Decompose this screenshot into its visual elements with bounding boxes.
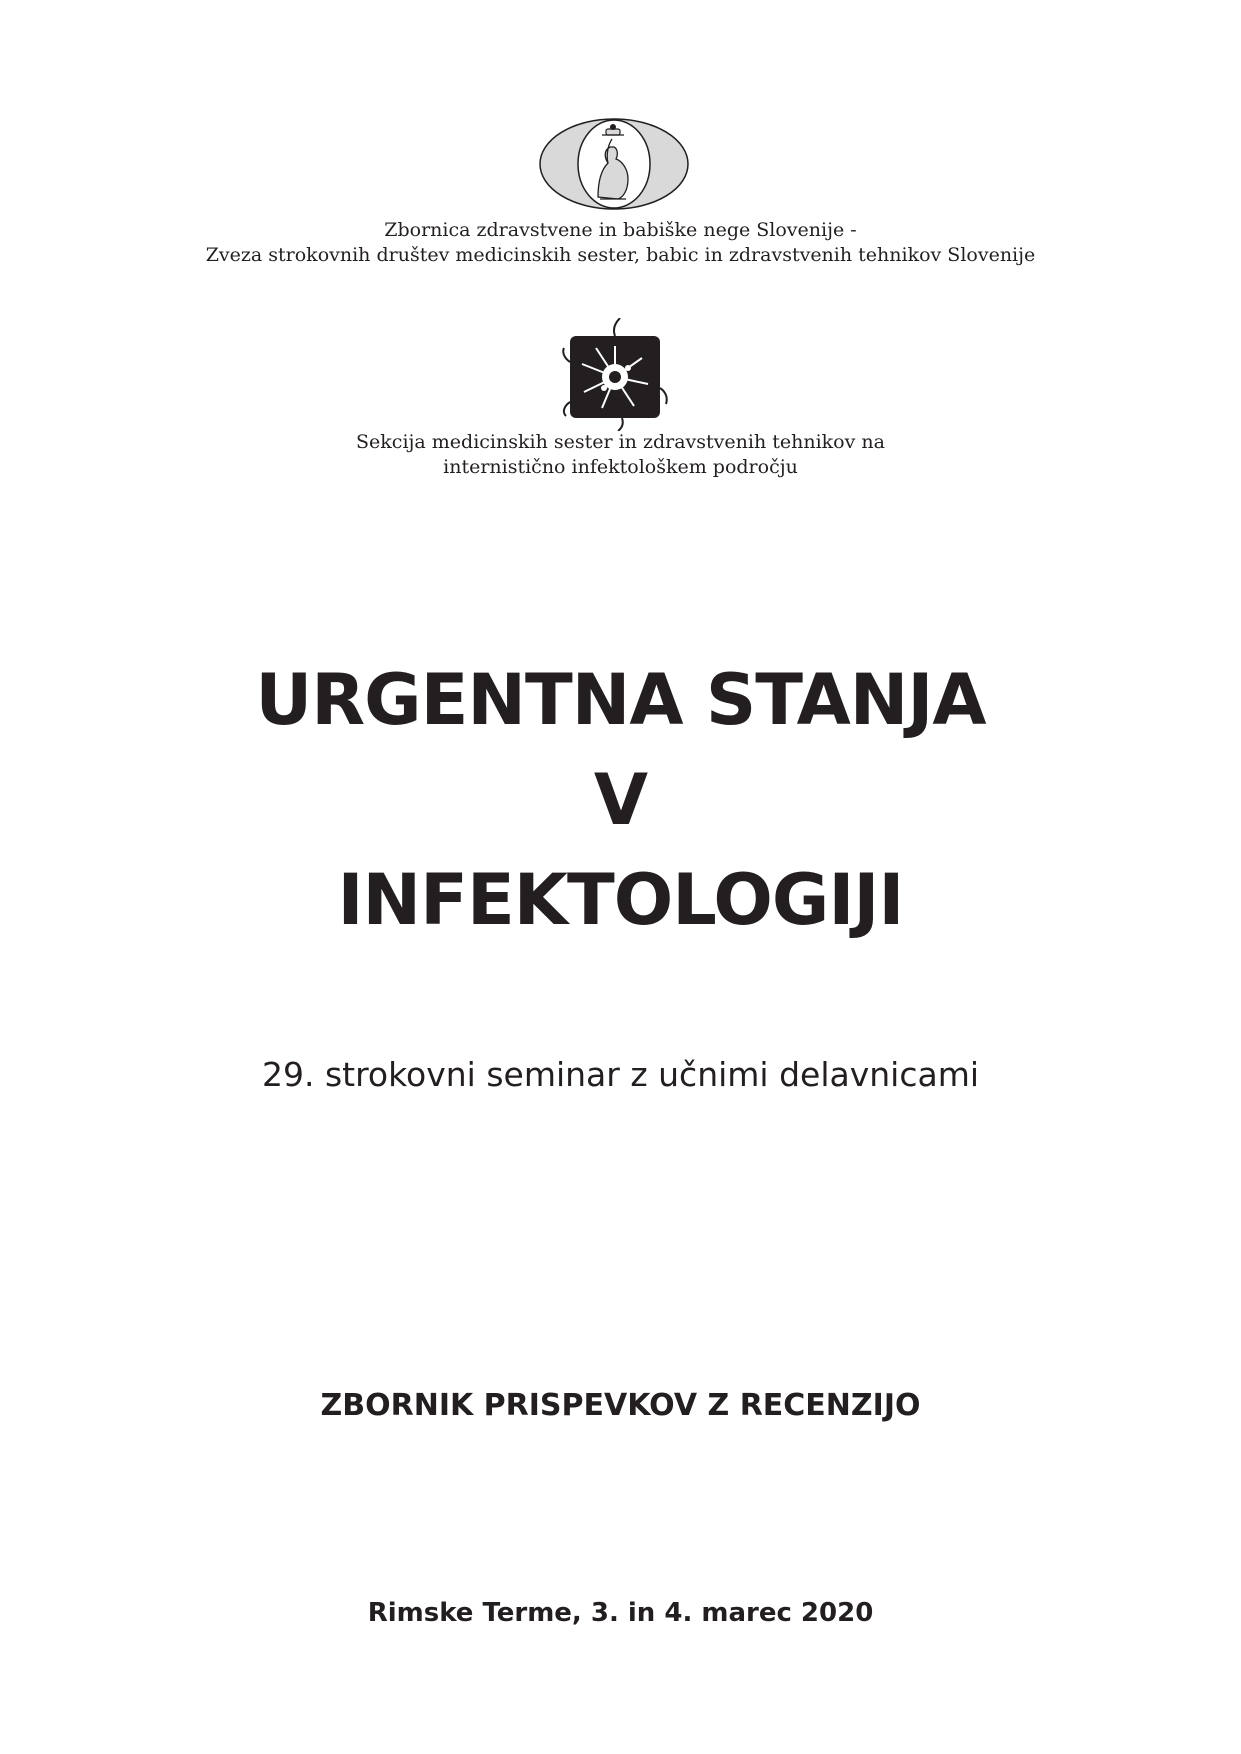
nursing-chamber-logo-icon — [538, 117, 690, 212]
section-line-2: internistično infektološkem področju — [443, 456, 798, 478]
proceedings-label: ZBORNIK PRISPEVKOV Z RECENZIJO — [320, 1388, 921, 1423]
title-line-3: INFEKTOLOGIJI — [337, 859, 904, 941]
organization-name — [0, 218, 1241, 268]
title-line-2: V — [593, 759, 648, 841]
organization-line-1: Zbornica zdravstvene in babiške nege Slovenije - — [384, 219, 857, 241]
title-line-1: URGENTNA STANJA — [255, 659, 986, 741]
organization-line-2: Zveza strokovnih društev medicinskih sester, babic in zdravstvenih tehnikov Slovenije — [205, 244, 1036, 266]
page-title — [0, 650, 1241, 950]
place-and-date: Rimske Terme, 3. in 4. marec 2020 — [367, 1598, 874, 1628]
infectious-disease-section-logo-icon — [562, 318, 669, 431]
section-name — [0, 430, 1241, 480]
section-line-1: Sekcija medicinskih sester in zdravstvenih tehnikov na — [356, 431, 885, 453]
seminar-subtitle: 29. strokovni seminar z učnimi delavnicami — [261, 1055, 980, 1094]
